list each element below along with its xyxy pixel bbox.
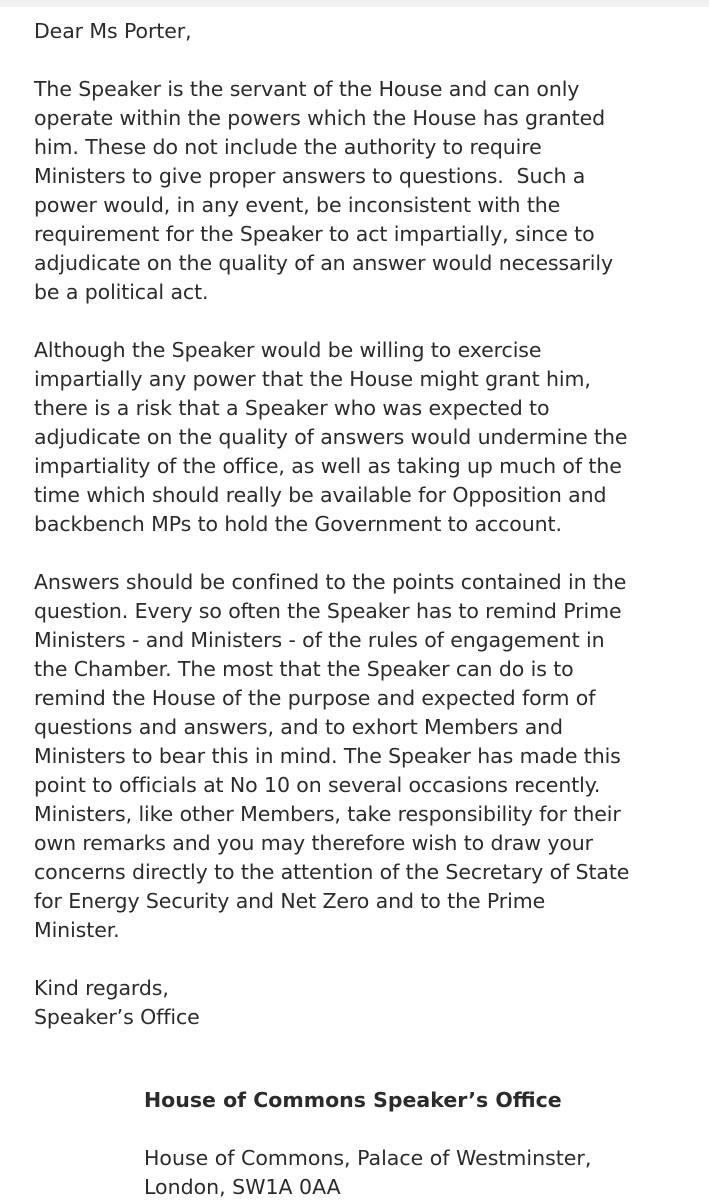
paragraph-line: Answers should be confined to the points contained in the (34, 570, 627, 594)
paragraph-line: operate within the powers which the House has granted (34, 106, 606, 130)
organization-name: House of Commons Speaker’s Office (144, 1088, 562, 1112)
paragraph-line: there is a risk that a Speaker who was expected to (34, 396, 550, 420)
paragraph-line: Ministers to bear this in mind. The Speaker has made this (34, 744, 621, 768)
paragraph-line: impartially any power that the House might grant him, (34, 367, 591, 391)
paragraph-line: him. These do not include the authority to require (34, 135, 542, 159)
paragraph-line: adjudicate on the quality of answers would undermine the (34, 425, 628, 449)
paragraph-line: The Speaker is the servant of the House and can only (34, 77, 580, 101)
sign-off (34, 974, 694, 1032)
paragraph-line: be a political act. (34, 280, 209, 304)
top-divider-strip (0, 0, 709, 7)
organization-address (144, 1144, 704, 1202)
paragraph-line: point to officials at No 10 on several occasions recently. (34, 773, 601, 797)
organization-block (144, 1086, 704, 1202)
paragraph-1 (34, 75, 694, 307)
paragraph-line: own remarks and you may therefore wish to draw your (34, 831, 594, 855)
paragraph-line: time which should really be available for Opposition and (34, 483, 607, 507)
signature-text: Speaker’s Office (34, 1005, 200, 1029)
paragraph-line: concerns directly to the attention of the Secretary of State (34, 860, 630, 884)
letter-greeting: Dear Ms Porter, (34, 19, 192, 43)
closing-text: Kind regards, (34, 976, 169, 1000)
address-line-1: House of Commons, Palace of Westminster, (144, 1146, 592, 1170)
paragraph-line: question. Every so often the Speaker has to remind Prime (34, 599, 622, 623)
paragraph-line: Ministers - and Ministers - of the rules of engagement in (34, 628, 605, 652)
paragraph-2 (34, 336, 694, 539)
paragraph-line: adjudicate on the quality of an answer would necessarily (34, 251, 614, 275)
address-line-2: London, SW1A 0AA (144, 1175, 341, 1199)
paragraph-line: questions and answers, and to exhort Members and (34, 715, 563, 739)
paragraph-line: requirement for the Speaker to act impartially, since to (34, 222, 595, 246)
paragraph-line: Minister. (34, 918, 120, 942)
paragraph-line: power would, in any event, be inconsistent with the (34, 193, 561, 217)
paragraph-line: remind the House of the purpose and expected form of (34, 686, 596, 710)
paragraph-3 (34, 568, 694, 945)
paragraph-line: Ministers to give proper answers to questions. Such a (34, 164, 586, 188)
paragraph-line: for Energy Security and Net Zero and to the Prime (34, 889, 546, 913)
paragraph-line: impartiality of the office, as well as taking up much of the (34, 454, 622, 478)
paragraph-line: Ministers, like other Members, take responsibility for their (34, 802, 621, 826)
paragraph-line: the Chamber. The most that the Speaker can do is to (34, 657, 574, 681)
letter-body (34, 17, 694, 1032)
paragraph-line: Although the Speaker would be willing to exercise (34, 338, 542, 362)
paragraph-line: backbench MPs to hold the Government to account. (34, 512, 562, 536)
